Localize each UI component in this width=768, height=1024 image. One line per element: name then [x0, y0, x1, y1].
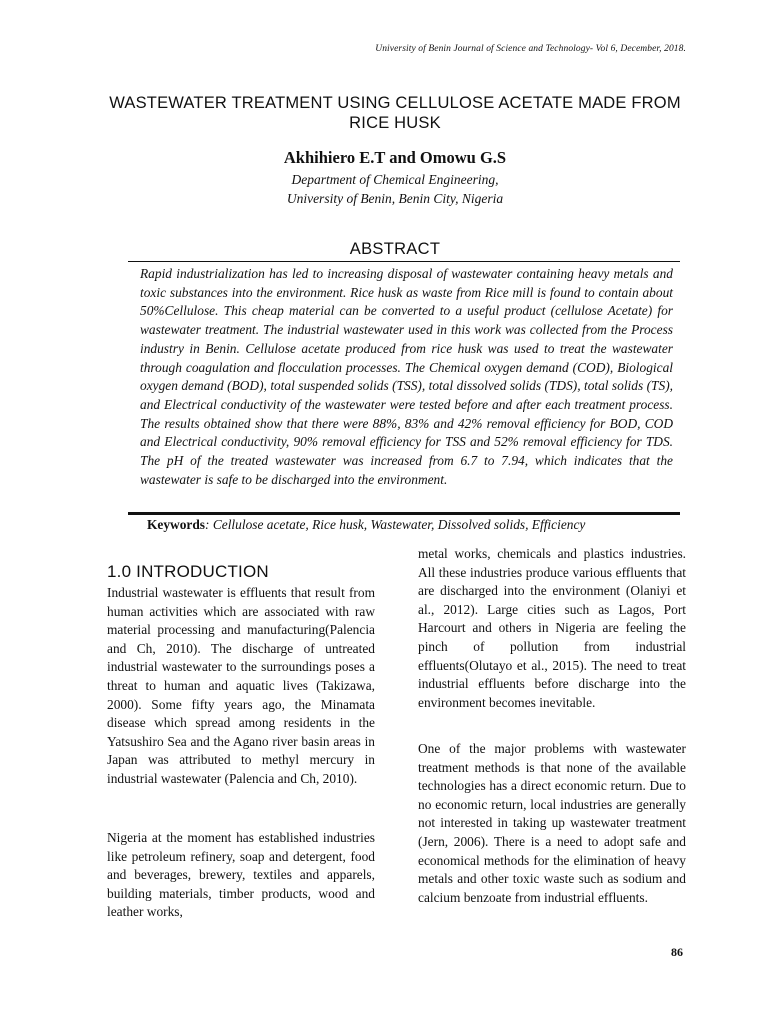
intro-paragraph-3: metal works, chemicals and plastics industries. All these industries produce various effluents that are discharged into the environment (Olaniyi et al., 2012). Large cities such as Lagos, Port Harcourt and others in Nigeria are feeling the pinch of pollution from industrial effluents(Olutayo et al., 2015). The need to treat industrial effluents before discharge into the environment becomes inevitable. — [418, 546, 686, 710]
keywords-label: Keywords — [147, 517, 206, 532]
abstract-text: Rapid industrialization has led to increasing disposal of wastewater containing heavy metals and toxic substances into the environment. Rice husk as waste from Rice mill is found to contain about 50%Cellulose. This cheap material can be converted to a useful product (cellulose Acetate) for wastewater treatment. The industrial wastewater used in this work was collected from the Process industry in Benin. Cellulose acetate produced from rice husk was used to treat the wastewater through coagulation and flocculation processes. The Chemical oxygen demand (COD), Biological oxygen demand (BOD), total suspended solids (TSS), total dissolved solids (TDS), total solids (TS), and Electrical conductivity of the wastewater were tested before and after each treatment process. The results obtained show that there were 88%, 83% and 42% removal efficiency for BOD, COD and Electrical conductivity, 90% removal efficiency for TSS and 52% removal efficiency for TDS. The pH of the treated wastewater was increased from 6.7 to 7.94, which indicates that the wastewater is safe to be discharged into the environment. — [140, 266, 673, 487]
intro-paragraph-4: One of the major problems with wastewater treatment methods is that none of the available technologies has a direct economic return. Due to no economic return, local industries are generally not interested in taking up wastewater treatment (Jern, 2006). There is a need to adopt safe and economical methods for the elimination of heavy metals and other toxic waste such as sodium and calcium benzoate from industrial effluents. — [418, 741, 686, 905]
affiliation-department: Department of Chemical Engineering, — [291, 172, 499, 187]
affiliation — [100, 170, 690, 208]
introduction-heading: 1.0 INTRODUCTION — [107, 562, 269, 581]
running-head: University of Benin Journal of Science and Technology- Vol 6, December, 2018. — [375, 44, 686, 54]
abstract-top-rule — [128, 261, 680, 262]
abstract-heading: ABSTRACT — [349, 240, 441, 258]
page-number: 86 — [671, 945, 683, 959]
intro-paragraph-2: Nigeria at the moment has established industries like petroleum refinery, soap and detergent, food and beverages, brewery, textiles and apparels, building materials, timber products, wood and leather works, — [107, 830, 375, 920]
affiliation-university: University of Benin, Benin City, Nigeria — [286, 191, 504, 206]
right-column-paragraph-1 — [418, 545, 686, 712]
keywords-list: : Cellulose acetate, Rice husk, Wastewater, Dissolved solids, Efficiency — [205, 517, 586, 532]
authors: Akhihiero E.T and Omowu G.S — [283, 148, 507, 167]
right-column-paragraph-2 — [418, 740, 686, 907]
intro-paragraph-1: Industrial wastewater is effluents that result from human activities which are associated with raw material processing and manufacturing(Palencia and Ch, 2010). The discharge of untreated industrial wastewater to the surroundings poses a threat to human and aquatic lives (Takizawa, 2000). Some fifty years ago, the Minamata disease which spread among residents in the Yatsushiro Sea and the Agano river basin areas in Japan was attributed to methyl mercury in industrial wastewater (Palencia and Ch, 2010). — [107, 585, 375, 786]
left-column-paragraph-2 — [107, 829, 375, 922]
left-column-paragraph-1 — [107, 584, 375, 789]
abstract-bottom-rule — [128, 512, 680, 515]
keywords — [147, 517, 687, 533]
paper-title: WASTEWATER TREATMENT USING CELLULOSE ACETATE MADE FROM RICE HUSK — [109, 94, 681, 132]
